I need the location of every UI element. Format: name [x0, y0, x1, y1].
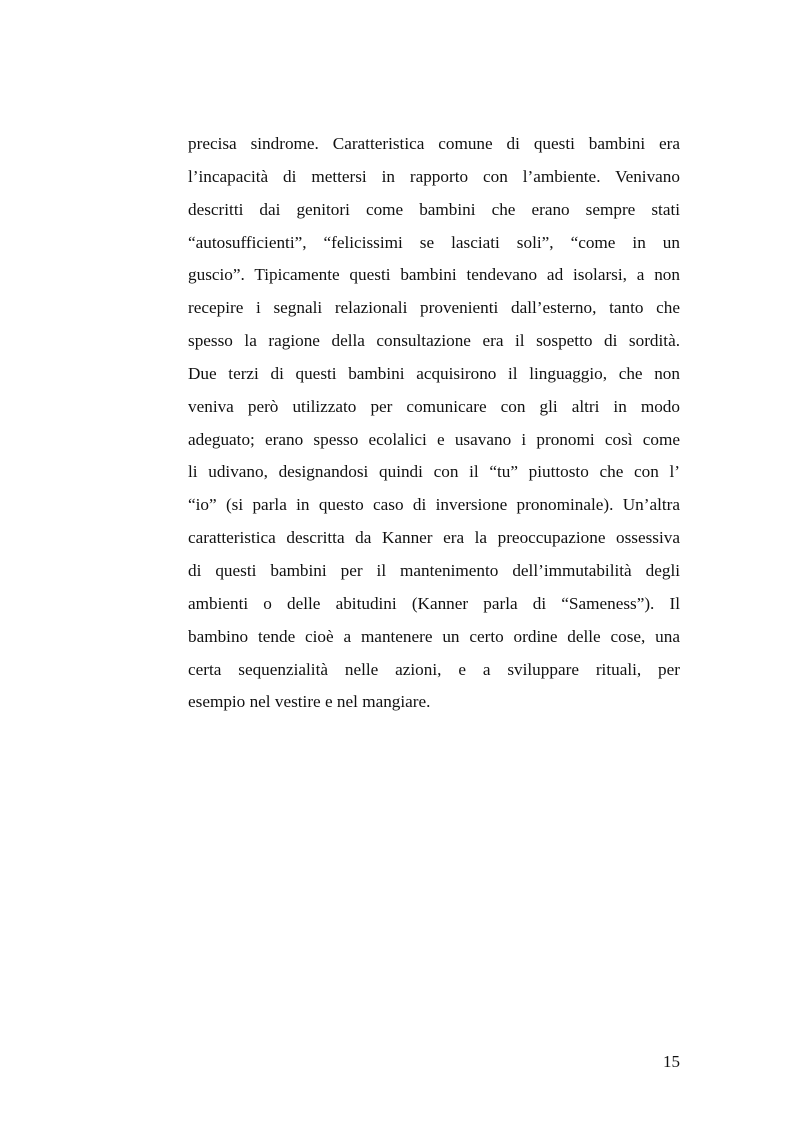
paragraph-line-13: caratteristica descritta da Kanner era la preoccupazione ossessiva [188, 528, 680, 548]
paragraph-line-15: ambienti o delle abitudini (Kanner parla di “Sameness”). Il [188, 593, 680, 613]
paragraph-line-5: guscio”. Tipicamente questi bambini tendevano ad isolarsi, a non [188, 265, 680, 285]
paragraph-line-17: certa sequenzialità nelle azioni, e a sviluppare rituali, per [188, 659, 680, 679]
paragraph-line-7: spesso la ragione della consultazione era il sospetto di sordità. [188, 331, 680, 351]
page-number: 15 [663, 1052, 680, 1071]
paragraph-line-8: Due terzi di questi bambini acquisirono il linguaggio, che non [188, 363, 680, 383]
paragraph-line-9: veniva però utilizzato per comunicare con gli altri in modo [188, 396, 680, 416]
paragraph-line-12: “io” (si parla in questo caso di inversione pronominale). Un’altra [188, 495, 680, 515]
paragraph-line-18: esempio nel vestire e nel mangiare. [188, 692, 431, 712]
paragraph-line-11: li udivano, designandosi quindi con il “tu” piuttosto che con l’ [188, 462, 680, 482]
body-paragraph [188, 128, 680, 719]
paragraph-line-3: descritti dai genitori come bambini che erano sempre stati [188, 199, 680, 219]
paragraph-line-6: recepire i segnali relazionali provenienti dall’esterno, tanto che [188, 298, 680, 318]
paragraph-line-10: adeguato; erano spesso ecolalici e usavano i pronomi così come [188, 429, 680, 449]
paragraph-line-4: “autosufficienti”, “felicissimi se lasciati soli”, “come in un [188, 232, 680, 252]
paragraph-line-2: l’incapacità di mettersi in rapporto con l’ambiente. Venivano [188, 166, 680, 186]
paragraph-line-1: precisa sindrome. Caratteristica comune di questi bambini era [188, 134, 680, 153]
paragraph-line-14: di questi bambini per il mantenimento dell’immutabilità degli [188, 560, 680, 580]
paragraph-line-16: bambino tende cioè a mantenere un certo ordine delle cose, una [188, 626, 680, 646]
